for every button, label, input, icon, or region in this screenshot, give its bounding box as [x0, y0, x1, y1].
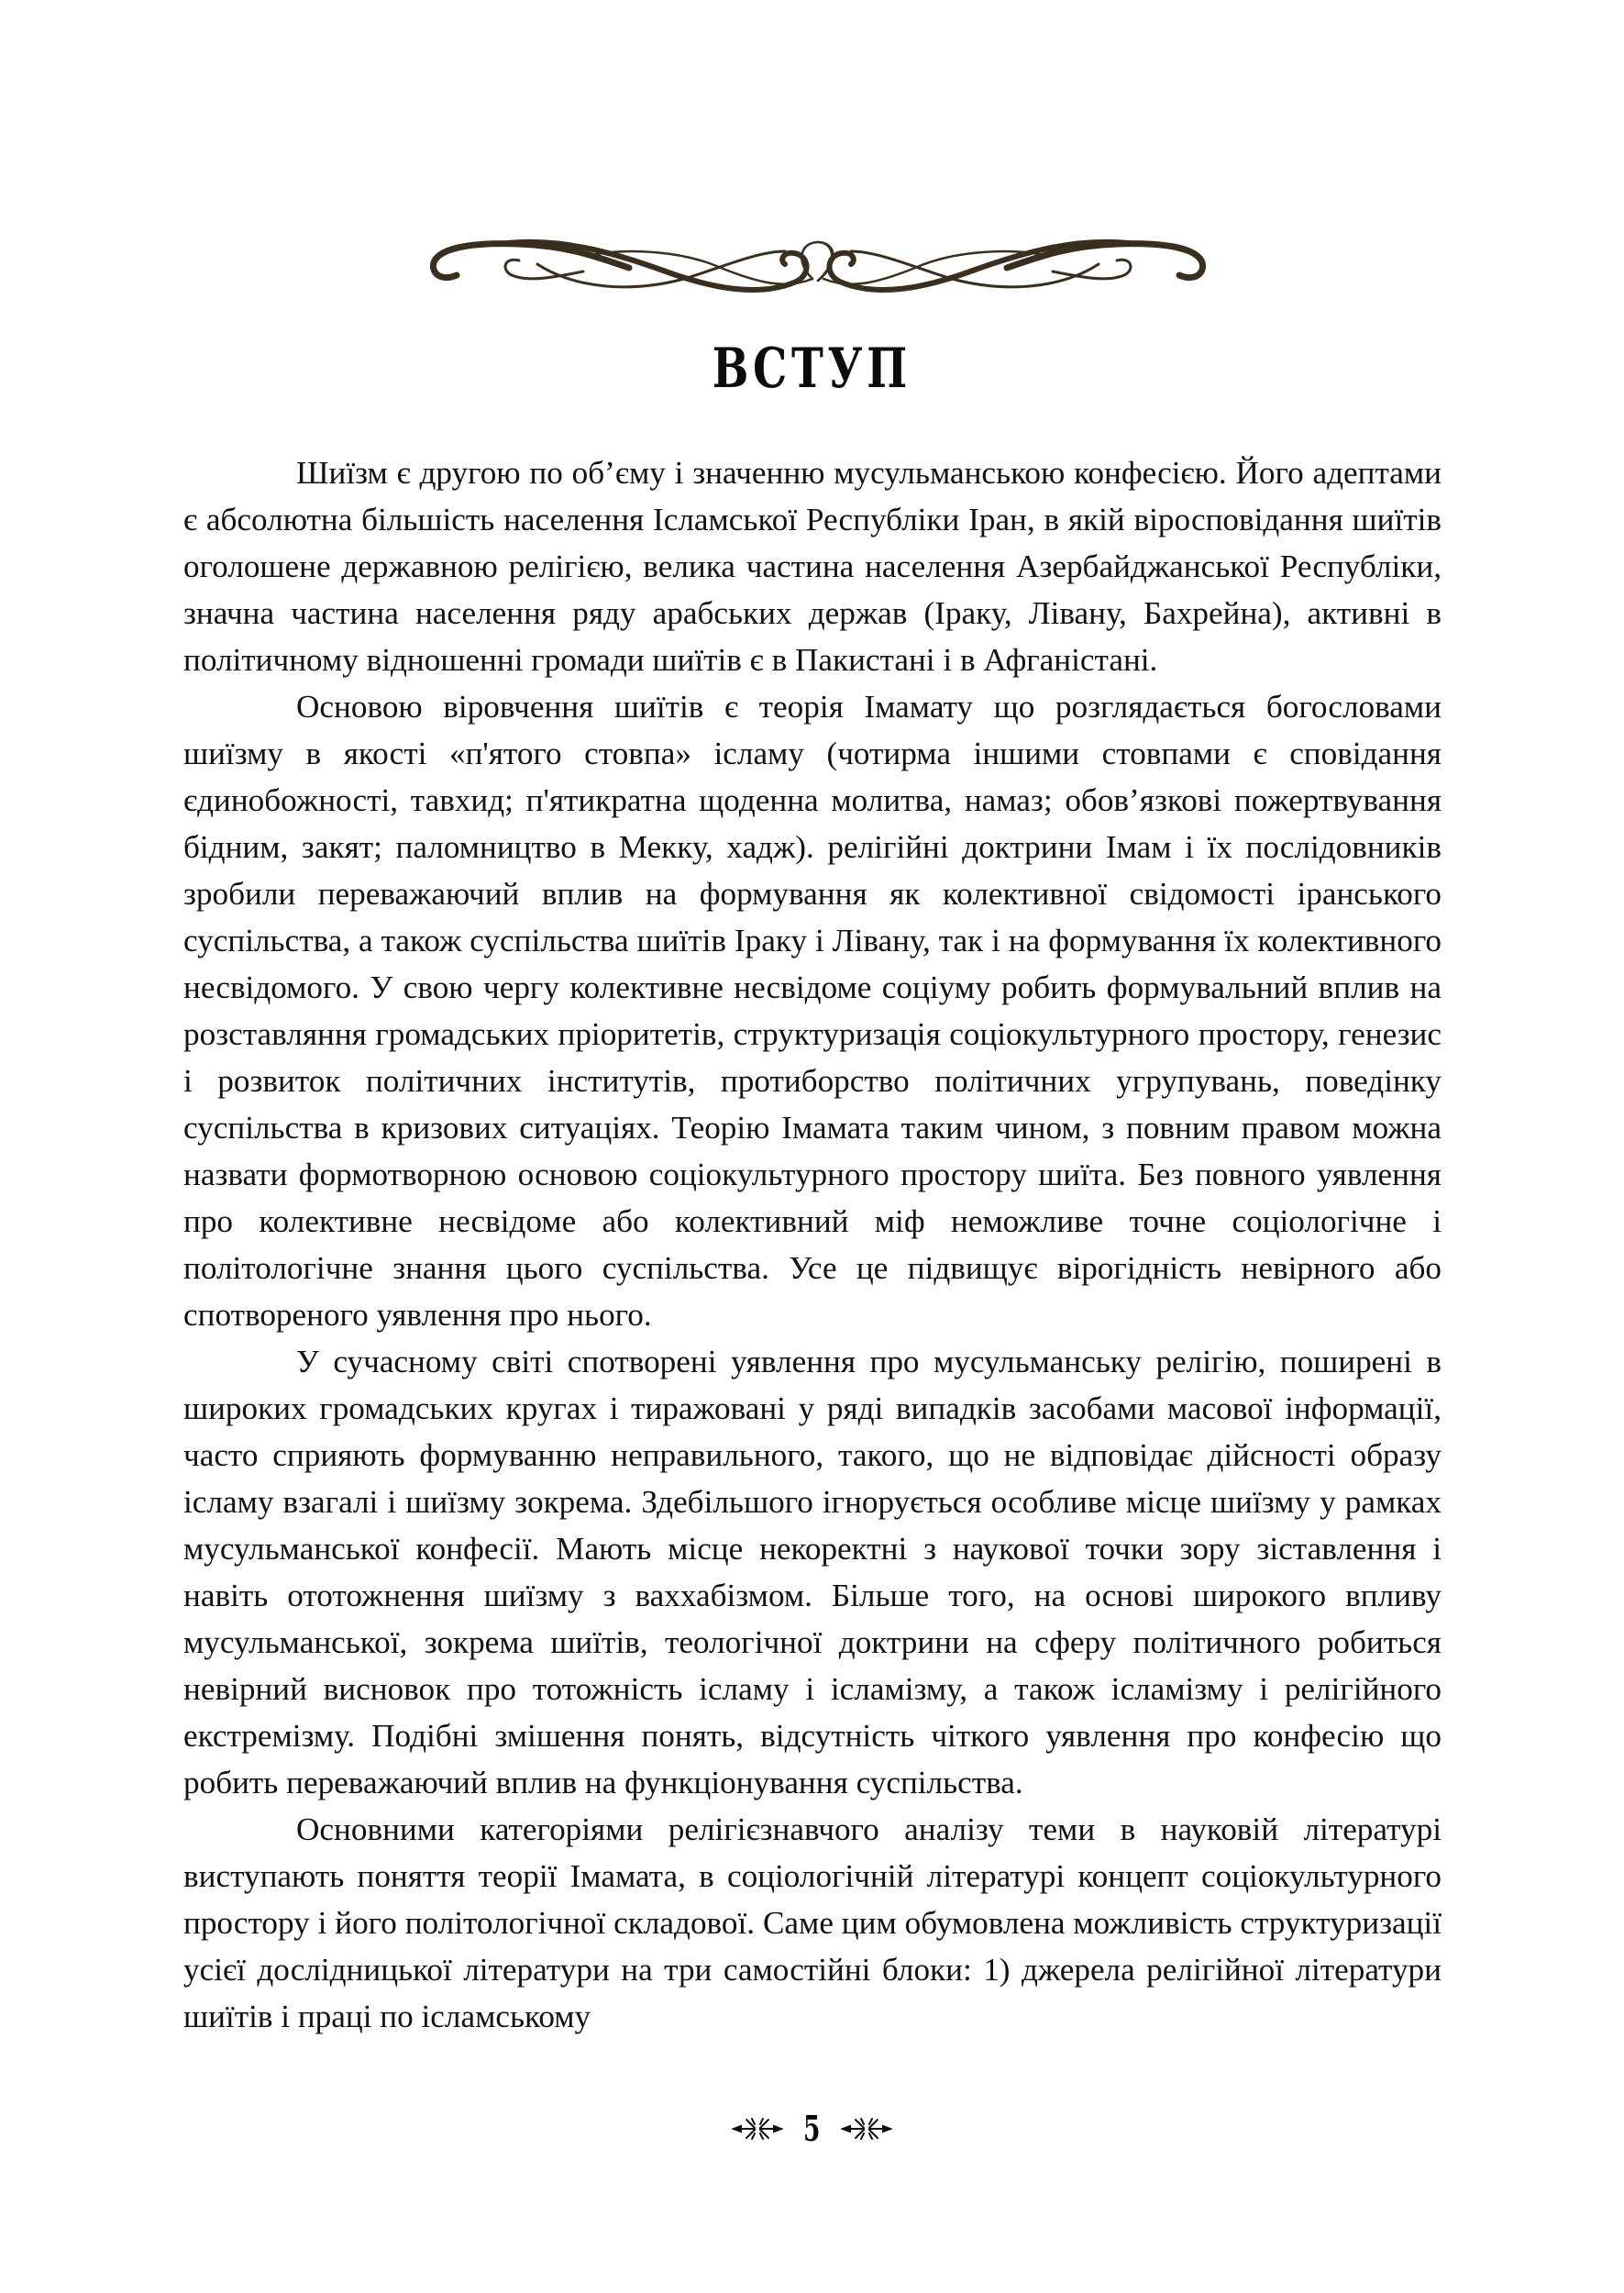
paragraph: Шиїзм є другою по об’єму і значенню мусульманською конфесією. Його адептами є абсолютна більшість населення Ісламської Республіки Іран, в якій віросповідання шиїтів оголошене державною релігією, велика частина населення Азербайджанської Республіки, значна частина населення ряду арабських держав (Іраку, Лівану, Бахрейна), активні в політичному відношенні громади шиїтів є в Пакистані і в Афганістані.: [183, 455, 1442, 678]
paragraph: У сучасному світі спотворені уявлення про мусульманську релігію, поширені в широких громадських кругах і тиражовані у ряді випадків засобами масової інформації, часто сприяють формуванню неправильного, такого, що не відповідає дійсності образу ісламу взагалі і шиїзму зокрема. Здебільшого ігнорується особливе місце шиїзму у рамках мусульманської конфесії. Мають місце некоректні з наукової точки зору зіставлення і навіть ототожнення шиїзму з ваххабізмом. Більше того, на основі широкого впливу мусульманської, зокрема шиїтів, теологічної доктрини на сферу політичного робиться невірний висновок про тотожність ісламу і ісламізму, а також ісламізму і релігійного екстремізму. Подібні змішення понять, відсутність чіткого уявлення про конфесію що робить переважаючий вплив на функціонування суспільства.: [183, 1344, 1442, 1800]
decorative-scroll-ornament-icon: [409, 224, 1227, 310]
page-title: ВСТУП: [712, 337, 911, 401]
page-footer: [0, 2106, 1624, 2152]
page-number: 5: [803, 2108, 821, 2149]
document-body: [183, 449, 1442, 2040]
fleuron-left-icon: [732, 2116, 783, 2142]
fleuron-right-icon: [841, 2116, 892, 2142]
paragraph: Основними категоріями релігієзнавчого аналізу теми в науковій літературі виступають поняття теорії Імамата, в соціологічній літературі концепт соціокультурного простору і його політологічної складової. Саме цим обумовлена можливість структуризації усієї дослідницької літератури на три самостійні блоки: 1) джерела релігійної літератури шиїтів і праці по ісламському: [183, 1811, 1442, 2034]
paragraph: Основою віровчення шиїтів є теорія Імамату що розглядається богословами шиїзму в якості «п'ятого стовпа» ісламу (чотирма іншими стовпами є сповідання єдинобожності, тавхид; п'ятикратна щоденна молитва, намаз; обов’язкові пожертвування бідним, закят; паломництво в Мекку, хадж). релігійні доктрини Імам і їх послідовників зробили переважаючий вплив на формування як колективної свідомості іранського суспільства, а також суспільства шиїтів Іраку і Лівану, так і на формування їх колективного несвідомого. У свою чергу колективне несвідоме соціуму робить формувальний вплив на розставляння громадських пріоритетів, структуризація соціокультурного простору, генезис і розвиток політичних інститутів, протиборство політичних угрупувань, поведінку суспільства в кризових ситуаціях. Теорію Імамата таким чином, з повним правом можна назвати формотворною основою соціокультурного простору шиїта. Без повного уявлення про колективне несвідоме або колективний міф неможливе точне соціологічне і політологічне знання цього суспільства. Усе це підвищує вірогідність невірного або спотвореного уявлення про нього.: [183, 689, 1442, 1333]
